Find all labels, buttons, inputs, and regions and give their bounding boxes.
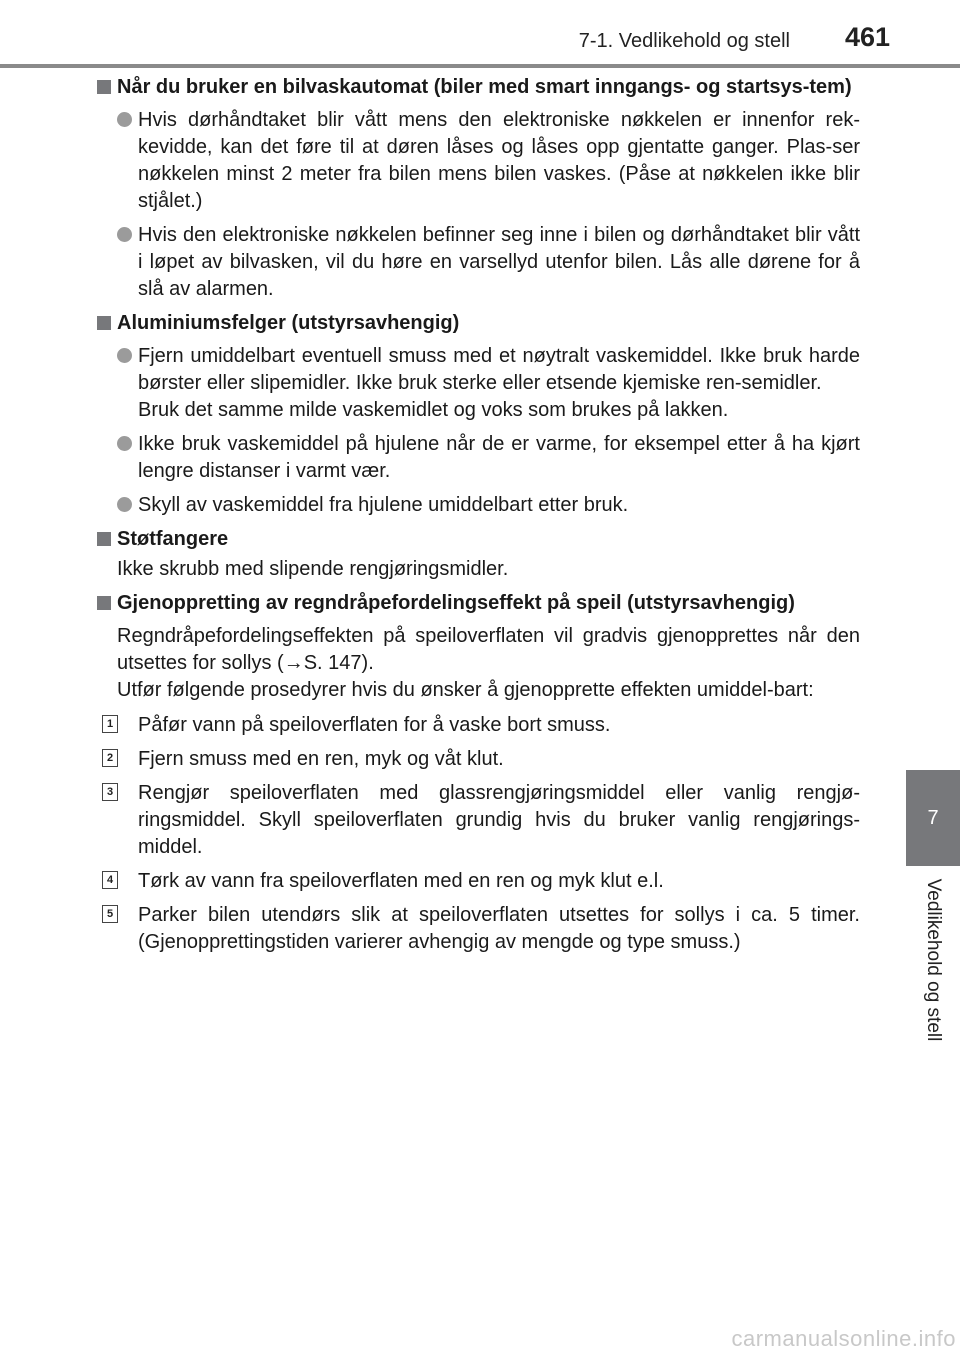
- step-item: 4 Tørk av vann fra speiloverflaten med en ren og myk klut e.l.: [96, 868, 860, 895]
- page-number: 461: [845, 22, 891, 52]
- round-bullet-icon: [117, 348, 132, 363]
- round-bullet-icon: [117, 436, 132, 451]
- bullet-item: Hvis dørhåndtaket blir vått mens den elektroniske nøkkelen er innenfor rek-kevidde, kan det føre til at døren låses og låses opp gjentatte ganger. Plas-ser nøkkelen minst 2 meter fra bilen mens bilen vaskes. (Påse at nøkkelen ikke blir stjålet.): [117, 107, 860, 215]
- header-rule: [0, 64, 960, 68]
- square-bullet-icon: [97, 532, 111, 546]
- bullet-item: Skyll av vaskemiddel fra hjulene umiddelbart etter bruk.: [117, 492, 860, 519]
- section-title: 7-1. Vedlikehold og stell: [578, 30, 790, 52]
- chapter-number: 7: [927, 806, 939, 829]
- section-heading: Støtfangere: [96, 526, 860, 553]
- step-item: 3 Rengjør speiloverflaten med glassrengjøringsmiddel eller vanlig rengjø-ringsmiddel. Skyll speiloverflaten grundig hvis du bruker vanlig rengjørings-middel.: [96, 780, 860, 861]
- step-item: 1 Påfør vann på speiloverflaten for å vaske bort smuss.: [96, 712, 860, 739]
- watermark: carmanualsonline.info: [731, 1326, 956, 1351]
- step-number-badge: 3: [102, 783, 118, 801]
- paragraph: Regndråpefordelingseffekten på speiloverflaten vil gradvis gjenopprettes når den utsettes for sollys (→S. 147). Utfør følgende prosedyrer hvis du ønsker å gjenopprette effekten umiddel-bart:: [117, 625, 860, 701]
- bullet-continuation: Bruk det samme milde vaskemidlet og voks som brukes på lakken.: [138, 399, 729, 421]
- section-heading: Gjenoppretting av regndråpefordelingseffekt på speil (utstyrsavhengig): [96, 590, 860, 617]
- square-bullet-icon: [97, 316, 111, 330]
- step-number-badge: 5: [102, 905, 118, 923]
- section-heading: Når du bruker en bilvaskautomat (biler med smart inngangs- og startsys-tem): [96, 74, 860, 101]
- bullet-item: Hvis den elektroniske nøkkelen befinner seg inne i bilen og dørhåndtaket blir vått i løpet av bilvasken, vil du høre en varsellyd utenfor bilen. Lås alle dørene for å slå av alarmen.: [117, 222, 860, 303]
- chapter-label: Vedlikehold og stell: [923, 878, 944, 1042]
- bullet-item: Fjern umiddelbart eventuell smuss med et nøytralt vaskemiddel. Ikke bruk harde børster eller slipemidler. Ikke bruk sterke eller etsende kjemiske ren-semidler. Bruk det samme milde vaskemidlet og voks som brukes på lakken.: [117, 343, 860, 424]
- step-number-badge: 1: [102, 715, 118, 733]
- step-item: 2 Fjern smuss med en ren, myk og våt klut.: [96, 746, 860, 773]
- step-item: 5 Parker bilen utendørs slik at speiloverflaten utsettes for sollys i ca. 5 timer. (Gjenopprettingstiden varierer avhengig av mengde og type smuss.): [96, 902, 860, 956]
- round-bullet-icon: [117, 227, 132, 242]
- bullet-item: Ikke bruk vaskemiddel på hjulene når de er varme, for eksempel etter å ha kjørt lengre distanser i varmt vær.: [117, 431, 860, 485]
- section-heading: Aluminiumsfelger (utstyrsavhengig): [96, 310, 860, 337]
- chapter-tab: [906, 770, 960, 866]
- round-bullet-icon: [117, 497, 132, 512]
- steps-list: [96, 712, 860, 956]
- step-number-badge: 4: [102, 871, 118, 889]
- page-content: [96, 74, 860, 963]
- step-number-badge: 2: [102, 749, 118, 767]
- square-bullet-icon: [97, 80, 111, 94]
- paragraph: Ikke skrubb med slipende rengjøringsmidler.: [117, 558, 509, 580]
- square-bullet-icon: [97, 596, 111, 610]
- round-bullet-icon: [117, 112, 132, 127]
